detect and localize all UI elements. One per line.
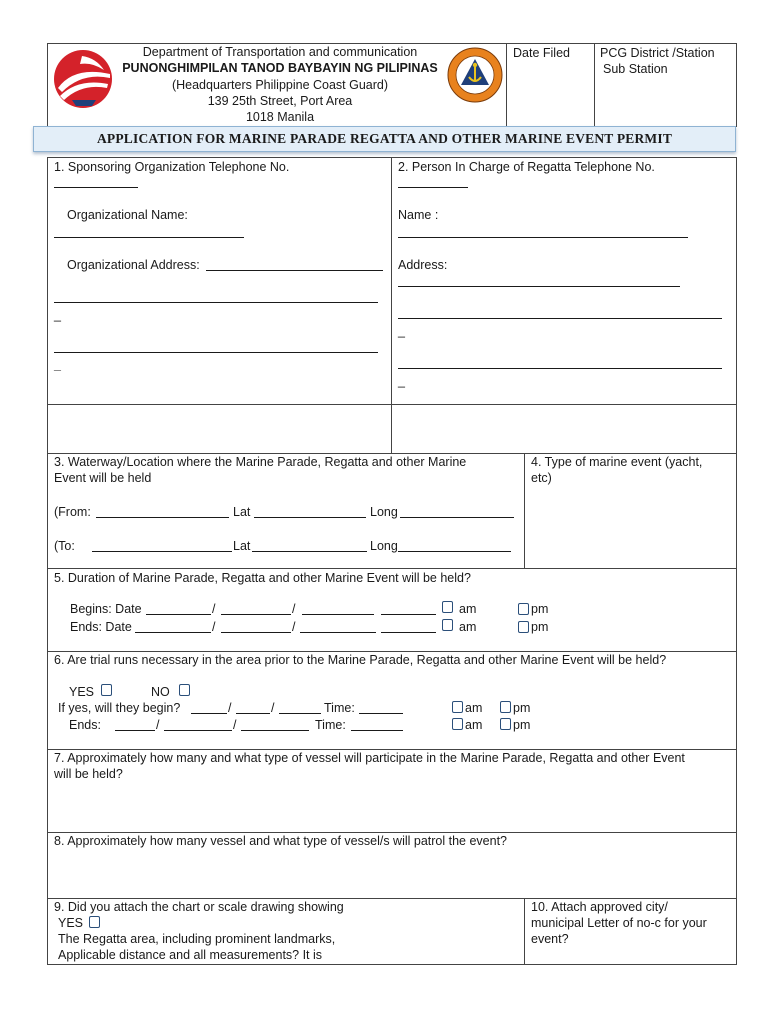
sec2-address-line-3[interactable] [398,368,722,369]
sec6-no-checkbox[interactable] [179,684,190,696]
sec6-begin-month[interactable] [191,713,227,714]
sec5-begins-pm-checkbox[interactable] [518,603,529,615]
sec2-dash-1: _ [398,324,405,338]
sec6-begin-time-field[interactable] [359,713,403,714]
sec1-address-line-3[interactable] [54,352,378,353]
sec6-yes-checkbox[interactable] [101,684,112,696]
sec6-if-yes-label: If yes, will they begin? [58,701,181,715]
sec3-from-long-label: Long [370,505,398,519]
sec2-telephone-field[interactable] [398,187,468,188]
pcg-station-label-1: PCG District /Station [600,46,715,60]
sec5-begins-label: Begins: Date [70,602,142,616]
sec6-ends-year[interactable] [241,730,309,731]
sec5-ends-label: Ends: Date [70,620,132,634]
sec2-name-label: Name : [398,208,439,222]
sec7-label-line-1: 7. Approximately how many and what type of vessel will participate in the Marine Parade, Regatta and other Event [54,751,685,765]
sec6-ends-pm-checkbox[interactable] [500,718,511,730]
date-filed-label: Date Filed [513,46,570,60]
sec5-ends-month[interactable] [135,632,211,633]
sec1-address-line-2[interactable] [54,302,378,303]
sec3-to-lat-label: Lat [233,539,251,553]
sec9-yes-label: YES [58,916,84,930]
sec6-ends-slash-1: / [156,718,160,732]
sec2-address-label: Address: [398,258,448,272]
sec3-from-lat-label: Lat [233,505,251,519]
sec5-begins-year[interactable] [302,614,374,615]
sec5-ends-slash-2: / [292,620,296,634]
sec5-ends-am-label: am [459,620,477,634]
sec3-from-lat-field[interactable] [254,517,366,518]
header-line-1: Department of Transportation and communication [142,45,418,59]
sec3-to-long-label: Long [370,539,398,553]
sec6-begin-pm-checkbox[interactable] [500,701,511,713]
sec6-ends-label: Ends: [69,718,101,732]
sec2-dash-2: _ [398,374,405,388]
sec5-begins-slash-1: / [212,602,216,616]
sec7-label-line-2: will be held? [54,767,123,781]
sec3-label-line-1: 3. Waterway/Location where the Marine Parade, Regatta and other Marine [54,455,467,469]
sec1-org-address-label: Organizational Address: [67,258,200,272]
sec6-begin-day[interactable] [236,713,270,714]
sec6-ends-pm-label: pm [513,718,531,732]
sec910-divider [524,898,525,965]
sec5-ends-slash-1: / [212,620,216,634]
sec3-top-rule [47,453,737,454]
sec5-ends-time[interactable] [381,632,436,633]
sec3-to-long-field[interactable] [398,551,511,552]
sec1-dash-1: _ [54,308,61,322]
header-line-3: (Headquarters Philippine Coast Guard) [171,78,389,92]
sec5-ends-day[interactable] [221,632,291,633]
coast-guard-seal-icon [447,47,503,103]
sec6-ends-time-field[interactable] [351,730,403,731]
sec2-name-field[interactable] [398,237,688,238]
header-line-4: 139 25th Street, Port Area [207,94,353,108]
sec9-line-3: The Regatta area, including prominent landmarks, [58,932,336,946]
sec2-address-field[interactable] [398,286,680,287]
sec5-begins-pm-label: pm [531,602,549,616]
header-line-2: PUNONGHIMPILAN TANOD BAYBAYIN NG PILIPINAS [122,61,438,75]
sec12-divider [391,157,392,453]
pcg-divider [594,43,595,127]
header-line-5: 1018 Manila [245,110,315,124]
sec5-ends-pm-label: pm [531,620,549,634]
pcg-station-label-2: Sub Station [603,62,668,76]
sec3-to-field[interactable] [92,551,232,552]
sec6-no-label: NO [151,685,170,699]
sec5-begins-month[interactable] [146,614,211,615]
sec9-yes-checkbox[interactable] [89,916,100,928]
sec3-from-label: (From: [54,505,91,519]
sec10-label-line-1: 10. Attach approved city/ [531,900,668,914]
sec2-address-line-2[interactable] [398,318,722,319]
date-filed-divider [506,43,507,127]
sec10-label-line-3: event? [531,932,569,946]
sec5-top-rule [47,568,737,569]
sec3-to-label: (To: [54,539,75,553]
sec5-ends-am-checkbox[interactable] [442,619,453,631]
sec3-to-lat-field[interactable] [252,551,367,552]
sec8-label: 8. Approximately how many vessel and what type of vessel/s will patrol the event? [54,834,508,848]
sec5-begins-am-checkbox[interactable] [442,601,453,613]
sec4-label-line-1: 4. Type of marine event (yacht, [531,455,703,469]
sec1-org-name-field[interactable] [54,237,244,238]
sec5-begins-slash-2: / [292,602,296,616]
sec6-begin-am-label: am [465,701,483,715]
sec6-yes-label: YES [69,685,95,699]
sec6-ends-am-label: am [465,718,483,732]
sec5-ends-year[interactable] [300,632,376,633]
sec3-label-line-2: Event will be held [54,471,152,485]
sec5-label: 5. Duration of Marine Parade, Regatta and other Marine Event will be held? [54,571,471,585]
sec5-begins-time[interactable] [381,614,436,615]
sec6-ends-time-label: Time: [315,718,346,732]
sec1-label: 1. Sponsoring Organization Telephone No. [54,160,290,174]
sec1-telephone-field[interactable] [54,187,138,188]
sec3-from-field[interactable] [96,517,229,518]
sec5-ends-pm-checkbox[interactable] [518,621,529,633]
sec9-line-4: Applicable distance and all measurements? It is [58,948,323,962]
sec6-begin-pm-label: pm [513,701,531,715]
sec9-label-line-1: 9. Did you attach the chart or scale drawing showing [54,900,344,914]
sec4-label-line-2: etc) [531,471,552,485]
sec6-begin-slash-2: / [271,701,275,715]
dotc-logo-icon [52,48,114,110]
sec6-ends-slash-2: / [233,718,237,732]
sec1-dash-2: _ [54,358,61,372]
sec6-ends-month[interactable] [115,730,155,731]
sec6-begin-slash-1: / [228,701,232,715]
sec6-ends-am-checkbox[interactable] [452,718,463,730]
sec5-begins-day[interactable] [221,614,291,615]
sec1-org-address-field[interactable] [206,270,383,271]
sec8-top-rule [47,832,737,833]
sec6-top-rule [47,651,737,652]
sec12-inner-rule [47,404,737,405]
form-title-banner [33,126,736,152]
sec5-begins-am-label: am [459,602,477,616]
sec10-label-line-2: municipal Letter of no-c for your [531,916,707,930]
sec7-top-rule [47,749,737,750]
sec6-ends-day[interactable] [164,730,232,731]
sec34-divider [524,453,525,568]
sec3-from-long-field[interactable] [400,517,514,518]
sec1-org-name-label: Organizational Name: [67,208,188,222]
sec2-label: 2. Person In Charge of Regatta Telephone No. [398,160,655,174]
sec6-begin-time-label: Time: [324,701,355,715]
sec6-label: 6. Are trial runs necessary in the area prior to the Marine Parade, Regatta and other Marine Event will be held? [54,653,667,667]
sec9-top-rule [47,898,737,899]
sec6-begin-year[interactable] [279,713,321,714]
sec6-begin-am-checkbox[interactable] [452,701,463,713]
form-title: APPLICATION FOR MARINE PARADE REGATTA AND OTHER MARINE EVENT PERMIT [96,131,673,146]
